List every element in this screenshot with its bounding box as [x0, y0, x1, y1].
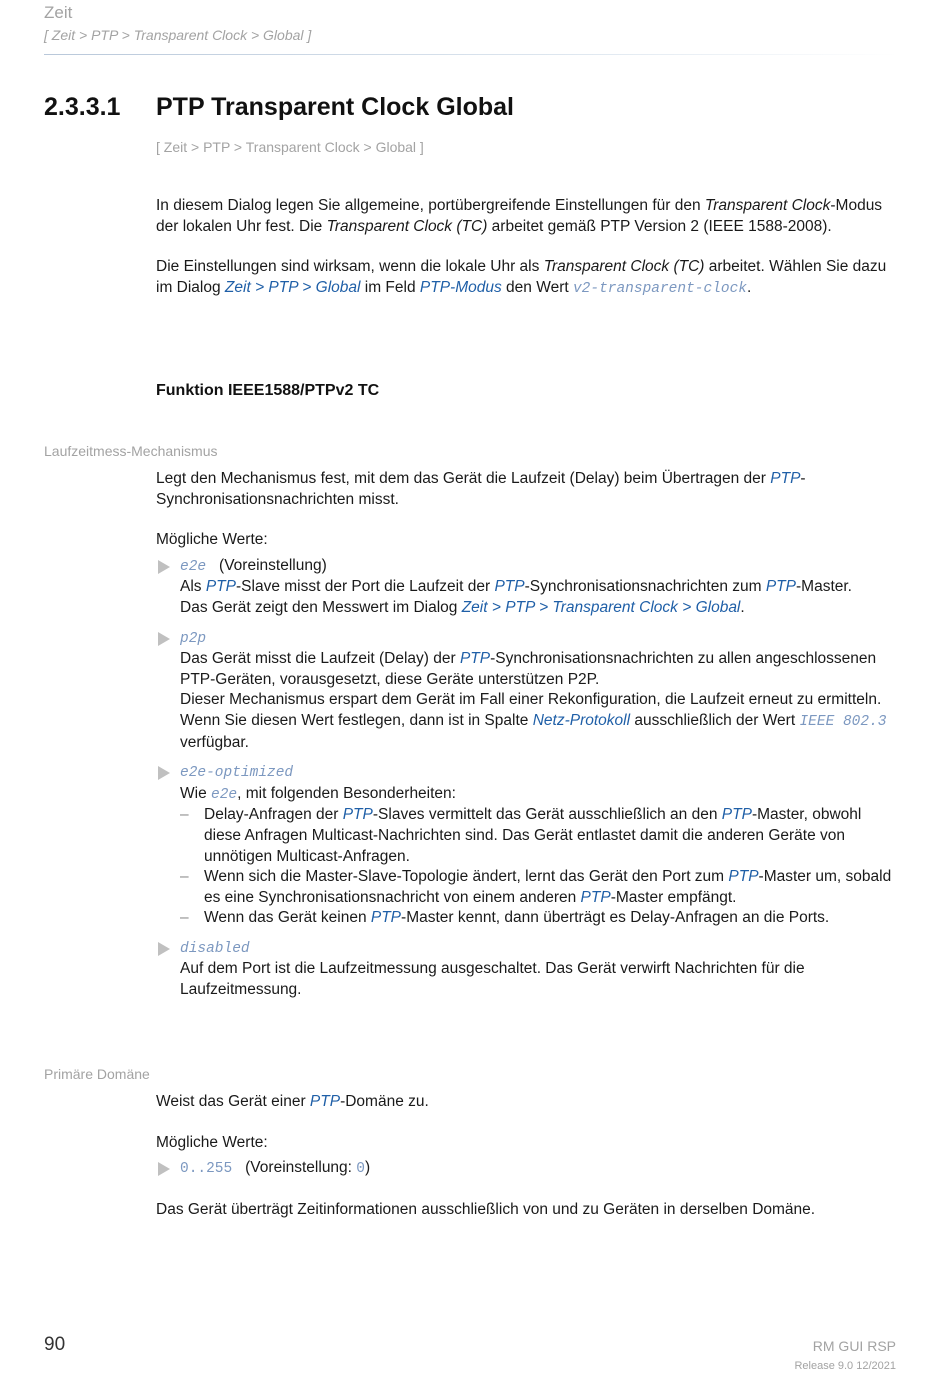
ptp-link[interactable]: PTP: [728, 868, 759, 886]
text: ausschließlich der Wert: [630, 711, 800, 729]
ptp-link[interactable]: PTP: [205, 578, 236, 596]
text: -Master.: [796, 578, 852, 596]
text: -Master, obwohl diese Anfragen Multicast-Nachrichten sind. Das Gerät entlastet damit die anderen Geräte von unnötigen Multicast-Anfragen.: [204, 806, 862, 865]
text: -Master um, sobald es eine Synchronisationsnachricht von einem anderen: [204, 868, 892, 906]
ptp-link[interactable]: PTP: [342, 806, 373, 824]
text: arbeitet gemäß PTP Version 2 (IEEE 1588-2008).: [487, 217, 832, 235]
dash-item: [180, 867, 896, 908]
emphasis: Transparent Clock: [704, 197, 831, 214]
paragraph: [180, 628, 896, 650]
section-path: [ Zeit > PTP > Transparent Clock > Global ]: [156, 139, 424, 155]
text: Delay-Anfragen der: [204, 806, 343, 824]
text: Wenn das Gerät keinen: [204, 909, 371, 927]
text: (Voreinstellung:: [245, 1159, 357, 1177]
value-code: IEEE 802.3: [799, 713, 887, 730]
field-link-ptp-mode[interactable]: PTP-Modus: [419, 278, 502, 296]
text: Weist das Gerät einer: [156, 1093, 310, 1110]
value-code: 0: [356, 1161, 365, 1178]
paragraph: [180, 577, 896, 598]
text: im Feld: [360, 278, 420, 296]
dialog-link-ptp-global[interactable]: Zeit > PTP > Global: [224, 278, 361, 296]
document-title: RM GUI RSP: [812, 1338, 896, 1354]
dash-marker: –: [180, 806, 189, 824]
value-code: e2e-optimized: [180, 765, 294, 782]
text: Wie: [180, 784, 211, 802]
text: Das Gerät zeigt den Messwert im Dialog: [180, 598, 462, 616]
paragraph: Dieser Mechanismus erspart dem Gerät im Fall einer Rekonfiguration, die Laufzeit erneut zu ermitteln.: [180, 691, 882, 709]
header-divider: [44, 54, 898, 55]
paragraph: [180, 784, 896, 806]
ptp-link[interactable]: PTP: [459, 650, 491, 668]
paragraph: [156, 1092, 896, 1113]
text: Wenn sich die Master-Slave-Topologie ändert, lernt das Gerät den Port zum: [204, 868, 729, 886]
value-code: disabled: [180, 940, 250, 957]
option-domain-range: [156, 1158, 896, 1180]
text: verfügbar.: [180, 733, 249, 751]
ptp-link[interactable]: PTP: [494, 578, 525, 596]
value-code: p2p: [180, 630, 207, 647]
param-label-primary-domain: Primäre Domäne: [44, 1066, 150, 1082]
intro-paragraph-2: [156, 257, 896, 299]
paragraph: [180, 938, 896, 960]
value-code: v2-transparent-clock: [572, 280, 747, 297]
text: .: [747, 278, 752, 296]
option-e2e: [156, 556, 896, 619]
text: .: [740, 598, 745, 616]
delay-mechanism-description: [156, 469, 896, 1001]
paragraph: [180, 556, 896, 578]
paragraph: [180, 1158, 896, 1180]
dash-item: [180, 805, 896, 867]
text: In diesem Dialog legen Sie allgemeine, portübergreifende Einstellungen für den: [156, 197, 705, 214]
text: -Synchronisationsnachrichten zum: [524, 578, 766, 596]
ptp-link[interactable]: PTP: [580, 888, 611, 906]
paragraph: Das Gerät überträgt Zeitinformationen ausschließlich von und zu Geräten in derselben Domäne.: [156, 1200, 816, 1218]
paragraph: [156, 469, 896, 510]
value-code: 0..255: [180, 1161, 233, 1178]
ptp-link[interactable]: PTP: [370, 909, 402, 927]
spacer: [156, 510, 896, 530]
possible-values-label: Mögliche Werte:: [156, 1133, 268, 1151]
text: den Wert: [501, 278, 573, 296]
bullet-triangle-icon: [158, 1162, 170, 1176]
section-title: PTP Transparent Clock Global: [156, 93, 514, 121]
bullet-triangle-icon: [158, 766, 170, 780]
paragraph: [180, 711, 896, 753]
bullet-triangle-icon: [158, 560, 170, 574]
bullet-triangle-icon: [158, 942, 170, 956]
dash-marker: –: [180, 868, 189, 886]
ptp-link[interactable]: PTP: [770, 470, 801, 487]
ptp-link[interactable]: PTP: [309, 1093, 341, 1110]
paragraph: [180, 762, 896, 784]
bullet-triangle-icon: [158, 632, 170, 646]
text: Wenn Sie diesen Wert festlegen, dann ist in Spalte: [180, 711, 533, 729]
paragraph: [180, 649, 896, 690]
primary-domain-description: [156, 1092, 896, 1220]
option-disabled: [156, 938, 896, 1001]
section-number: 2.3.3.1: [44, 93, 121, 121]
function-heading: Funktion IEEE1588/PTPv2 TC: [156, 382, 380, 399]
page-number: 90: [44, 1334, 66, 1355]
emphasis: Transparent Clock (TC): [326, 217, 488, 235]
paragraph: [180, 598, 896, 619]
text: Legt den Mechanismus fest, mit dem das Gerät die Laufzeit (Delay) beim Übertragen der: [156, 470, 771, 487]
paragraph: Auf dem Port ist die Laufzeitmessung ausgeschaltet. Das Gerät verwirft Nachrichten für die Laufzeitmessung.: [180, 960, 805, 999]
ptp-link[interactable]: PTP: [765, 578, 796, 596]
spacer: [156, 929, 896, 938]
option-e2e-optimized: [156, 762, 896, 929]
spacer: [156, 619, 896, 628]
text: Das Gerät misst die Laufzeit (Delay) der: [180, 650, 460, 668]
text: ): [365, 1159, 371, 1177]
spacer: [156, 1180, 896, 1200]
emphasis: Transparent Clock (TC): [543, 258, 705, 276]
release-info: Release 9.0 12/2021: [794, 1360, 896, 1372]
running-header-title: Zeit: [44, 3, 73, 22]
possible-values-label: Mögliche Werte:: [156, 531, 268, 549]
text: -Slaves vermittelt das Gerät ausschließlich an den: [372, 806, 722, 824]
text: Die Einstellungen sind wirksam, wenn die lokale Uhr als: [156, 258, 544, 276]
text: -Master kennt, dann überträgt es Delay-Anfragen an die Ports.: [401, 909, 830, 927]
text: arbeitet. Wählen Sie dazu im Dialog: [156, 258, 887, 296]
text: -Slave misst der Port die Laufzeit der: [236, 578, 495, 596]
intro-text: [156, 196, 896, 299]
running-header-path: [ Zeit > PTP > Transparent Clock > Global ]: [44, 27, 312, 43]
text: , mit folgenden Besonderheiten:: [237, 784, 456, 802]
text: Als: [180, 578, 206, 596]
text: -Synchronisationsnachrichten zu allen angeschlossenen PTP-Geräten, vorausgesetzt, diese Geräte unterstützen P2P.: [180, 650, 877, 688]
param-label-delay-mechanism: Laufzeitmess-Mechanismus: [44, 443, 218, 459]
text: -Master empfängt.: [610, 888, 737, 906]
text: -Synchronisationsnachrichten misst.: [156, 470, 806, 508]
text: -Domäne zu.: [340, 1093, 429, 1110]
spacer: [156, 1113, 896, 1133]
dash-item: [180, 908, 896, 929]
value-code: e2e: [180, 558, 207, 575]
text: (Voreinstellung): [219, 556, 327, 574]
dialog-link-transparent-clock-global[interactable]: Zeit > PTP > Transparent Clock > Global: [461, 598, 741, 616]
column-link-network-protocol[interactable]: Netz-Protokoll: [532, 711, 631, 729]
spacer: [156, 237, 896, 257]
ptp-link[interactable]: PTP: [721, 806, 752, 824]
spacer: [156, 753, 896, 762]
text: -Modus der lokalen Uhr fest. Die: [156, 197, 883, 235]
dash-marker: –: [180, 909, 189, 927]
option-p2p: [156, 628, 896, 754]
value-code: e2e: [211, 786, 238, 803]
intro-paragraph-1: [156, 196, 896, 237]
